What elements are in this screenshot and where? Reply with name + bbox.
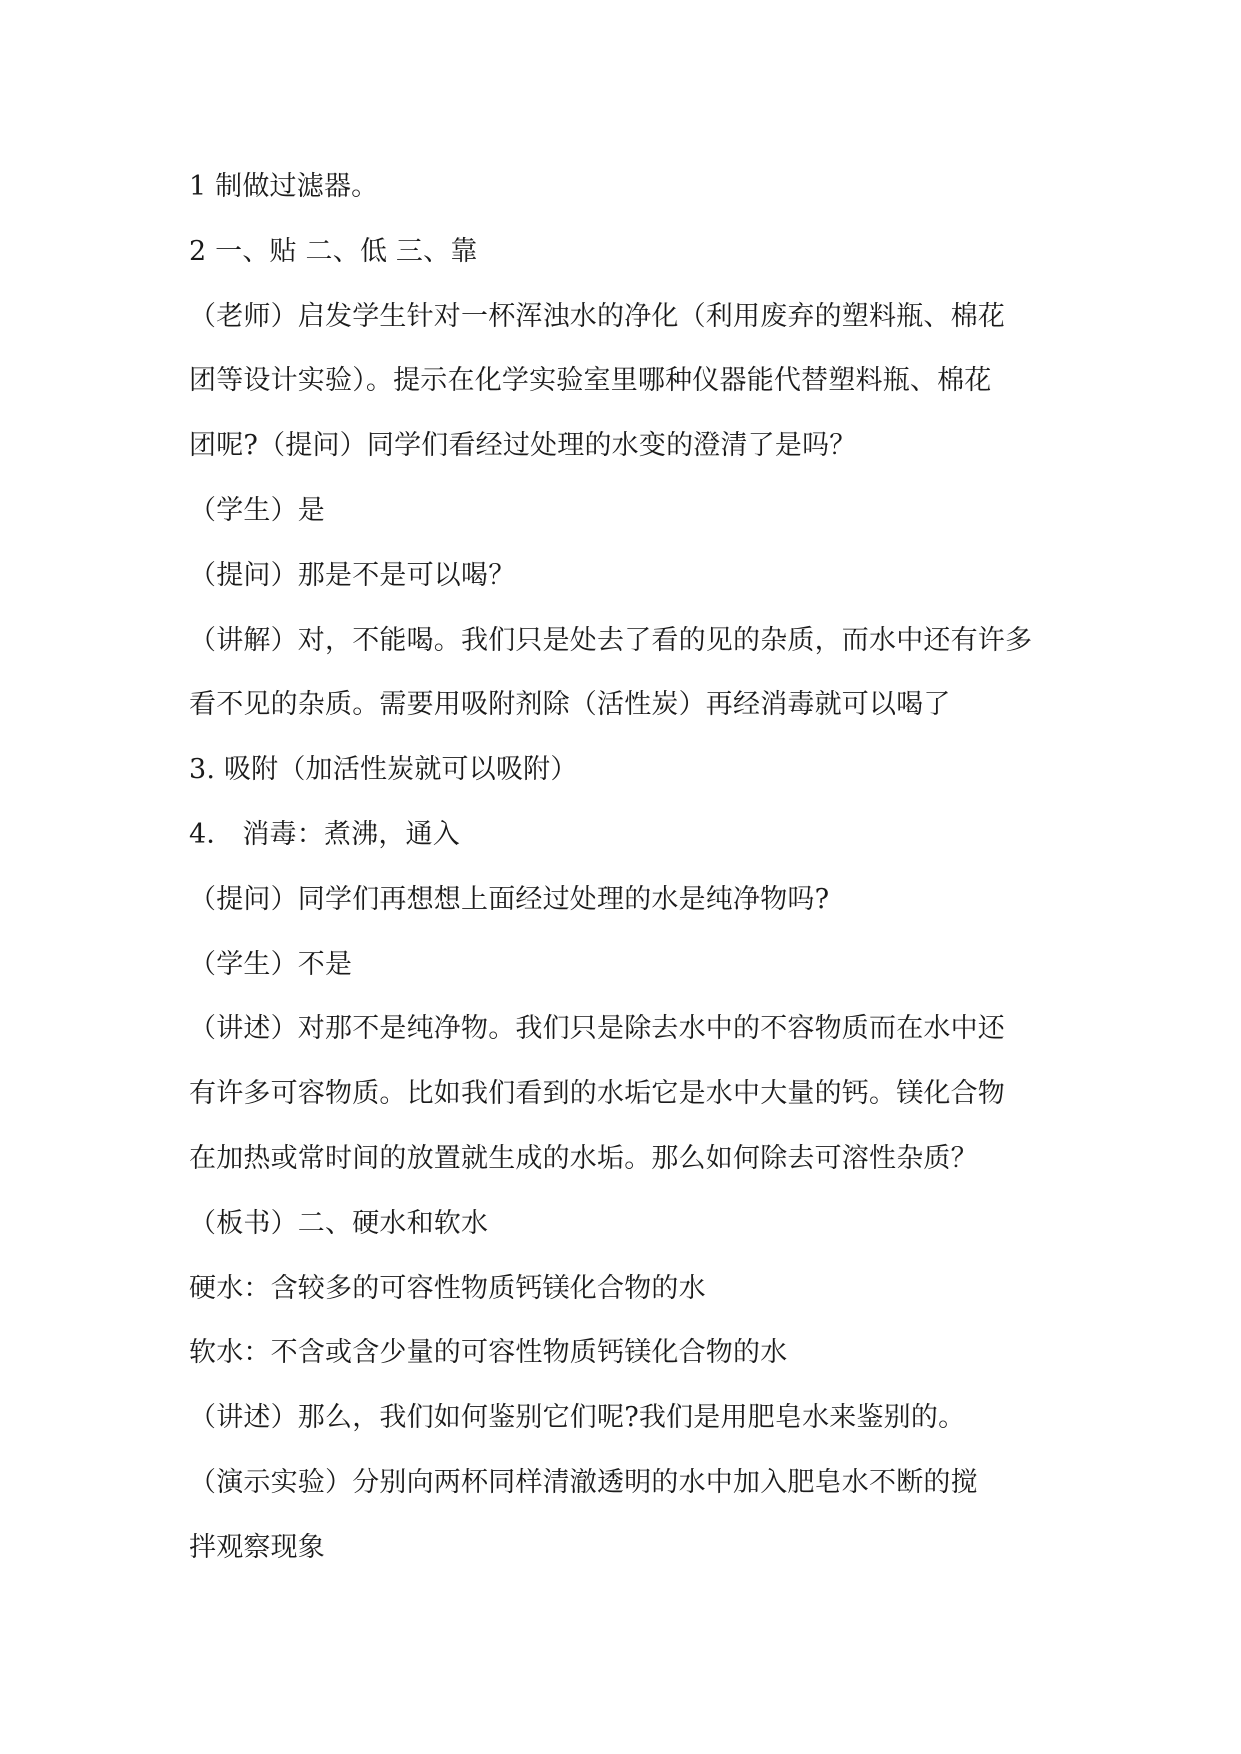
text-line-14: （讲述）对那不是纯净物。我们只是除去水中的不容物质而在水中还 bbox=[189, 1013, 1005, 1045]
text-line-22: 拌观察现象 bbox=[189, 1531, 325, 1563]
text-line-12: （提问）同学们再想想上面经过处理的水是纯净物吗? bbox=[189, 883, 830, 915]
text-line-21: （演示实验）分别向两杯同样清澈透明的水中加入肥皂水不断的搅 bbox=[189, 1466, 978, 1498]
text-line-10: 3. 吸附（加活性炭就可以吸附） bbox=[189, 754, 578, 786]
text-line-2: 2 一、贴 二、低 三、靠 bbox=[189, 235, 478, 267]
text-line-8: （讲解）对，不能喝。我们只是处去了看的见的杂质，而水中还有许多 bbox=[189, 624, 1033, 656]
text-line-15: 有许多可容物质。比如我们看到的水垢它是水中大量的钙。镁化合物 bbox=[189, 1078, 1005, 1110]
text-line-7: （提问）那是不是可以喝？ bbox=[189, 559, 516, 591]
text-line-13: （学生）不是 bbox=[189, 948, 353, 980]
text-line-5: 团呢?（提问）同学们看经过处理的水变的澄清了是吗？ bbox=[189, 430, 857, 462]
text-line-1: 1 制做过滤器。 bbox=[189, 171, 379, 202]
text-line-18: 硬水：含较多的可容性物质钙镁化合物的水 bbox=[189, 1272, 706, 1304]
text-line-9: 看不见的杂质。需要用吸附剂除（活性炭）再经消毒就可以喝了 bbox=[189, 689, 951, 721]
document-body bbox=[189, 155, 1059, 1581]
text-line-4: 团等设计实验）。提示在化学实验室里哪种仪器能代替塑料瓶、棉花 bbox=[189, 365, 992, 397]
text-line-16: 在加热或常时间的放置就生成的水垢。那么如何除去可溶性杂质？ bbox=[189, 1142, 978, 1174]
text-line-20: （讲述）那么，我们如何鉴别它们呢?我们是用肥皂水来鉴别的。 bbox=[189, 1402, 966, 1434]
text-line-11: 4． 消毒：煮沸，通入 bbox=[189, 818, 460, 850]
text-line-19: 软水：不含或含少量的可容性物质钙镁化合物的水 bbox=[189, 1337, 788, 1369]
text-line-6: （学生）是 bbox=[189, 494, 325, 526]
text-line-3: （老师）启发学生针对一杯浑浊水的净化（利用废弃的塑料瓶、棉花 bbox=[189, 300, 1005, 332]
text-line-17: （板书）二、硬水和软水 bbox=[189, 1207, 489, 1239]
